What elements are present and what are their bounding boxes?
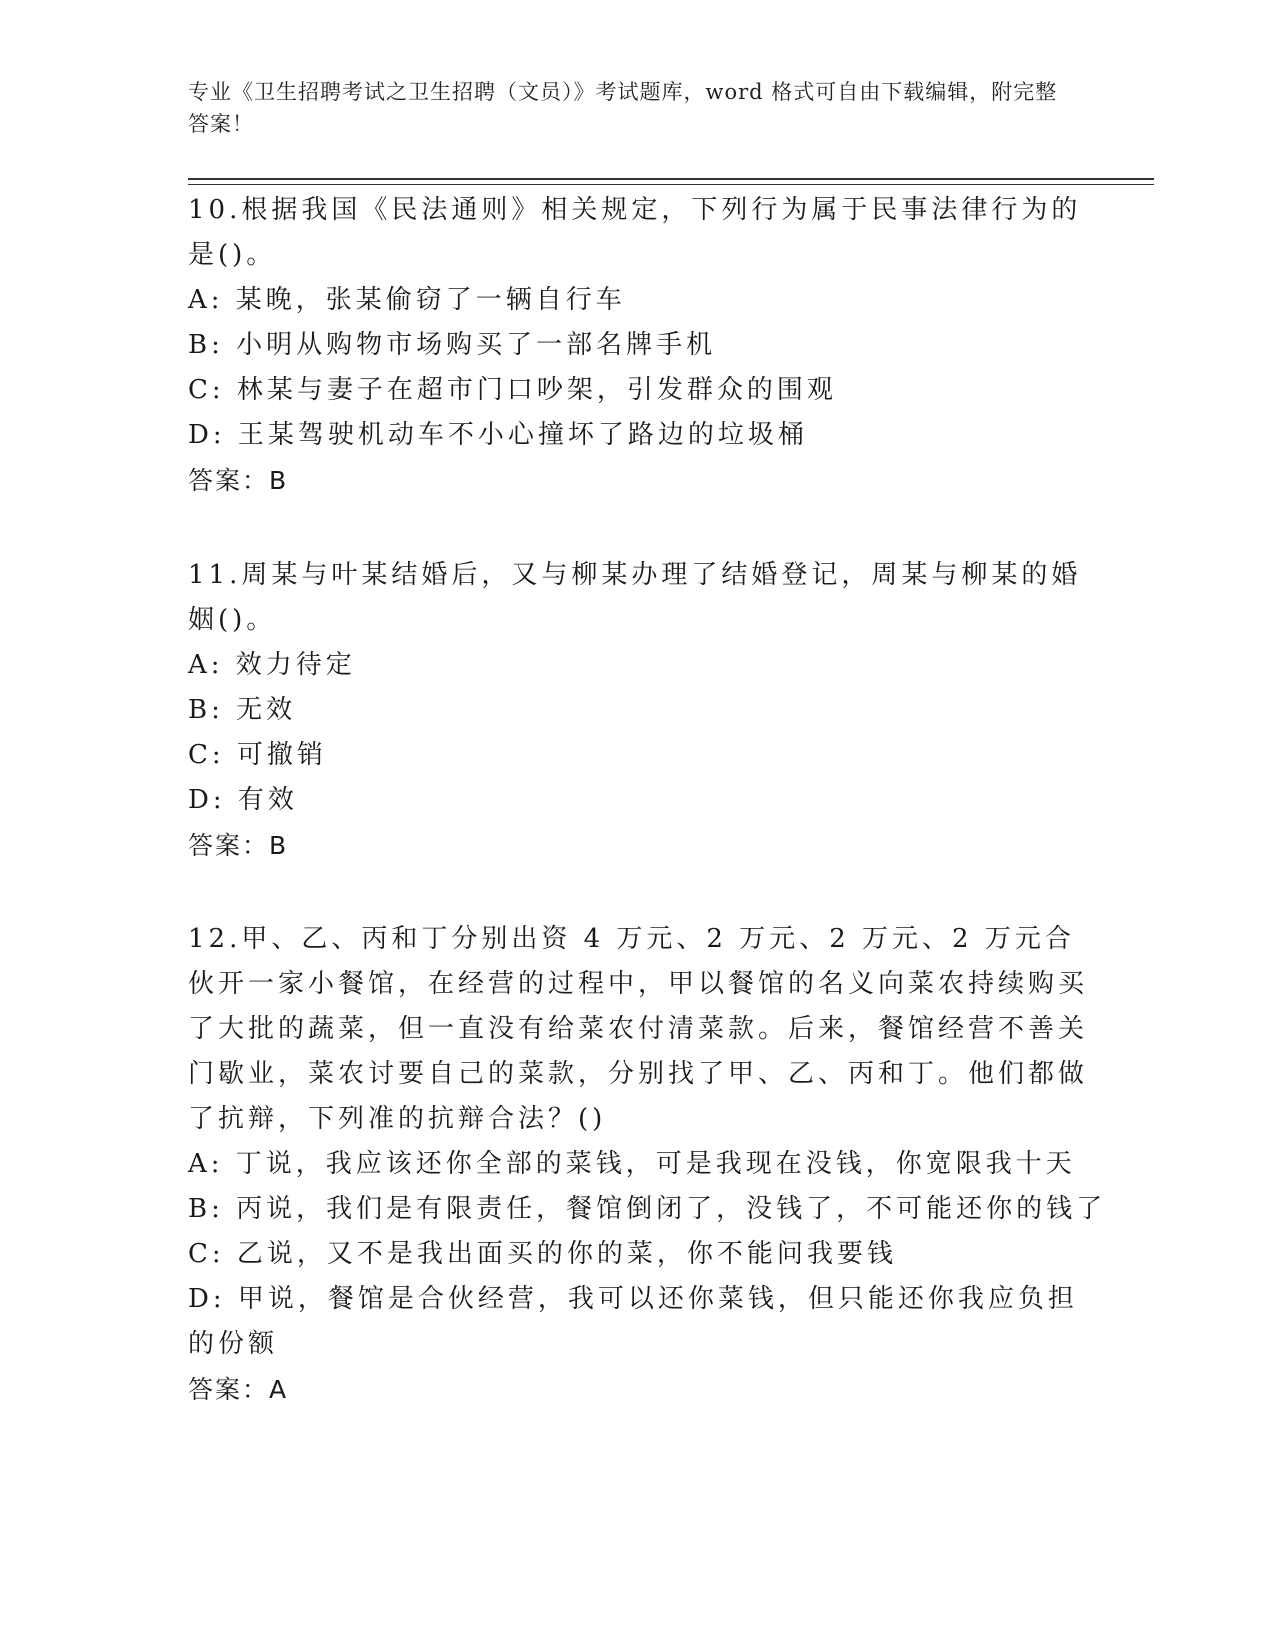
question-stem: 10.根据我国《民法通则》相关规定，下列行为属于民事法律行为的是()。 bbox=[188, 195, 1082, 270]
answer-line: 答案：A bbox=[188, 1375, 289, 1404]
option-a: A: 丁说，我应该还你全部的菜钱，可是我现在没钱，你宽限我十天 bbox=[188, 1149, 1076, 1179]
question-10 bbox=[188, 188, 1088, 503]
option-b: B: 小明从购物市场购买了一部名牌手机 bbox=[188, 330, 717, 360]
option-d: D: 甲说，餐馆是合伙经营，我可以还你菜钱，但只能还你我应负担的份额 bbox=[188, 1284, 1078, 1359]
document-header: 专业《卫生招聘考试之卫生招聘（文员）》考试题库，word 格式可自由下载编辑，附完整答案！ bbox=[188, 80, 1058, 136]
option-c: C: 乙说，又不是我出面买的你的菜，你不能问我要钱 bbox=[188, 1239, 897, 1269]
question-stem: 12.甲、乙、丙和丁分别出资 4 万元、2 万元、2 万元、2 万元合伙开一家小餐馆，在经营的过程中，甲以餐馆的名义向菜农持续购买了大批的蔬菜，但一直没有给菜农付清菜款。后来，餐馆经营不善关门歇业，菜农讨要自己的菜款，分别找了甲、乙、丙和丁。他们都做了抗辩，下列准的抗辩合法？() bbox=[188, 924, 1089, 1134]
question-stem: 11.周某与叶某结婚后，又与柳某办理了结婚登记，周某与柳某的婚姻()。 bbox=[188, 560, 1082, 635]
option-b: B: 丙说，我们是有限责任，餐馆倒闭了，没钱了，不可能还你的钱了 bbox=[188, 1194, 1107, 1224]
option-a: A: 某晚，张某偷窃了一辆自行车 bbox=[188, 285, 626, 315]
question-12 bbox=[188, 917, 1107, 1412]
header-divider-thin bbox=[188, 184, 1154, 185]
option-b: B: 无效 bbox=[188, 695, 297, 725]
option-d: D: 王某驾驶机动车不小心撞坏了路边的垃圾桶 bbox=[188, 420, 808, 450]
question-11 bbox=[188, 553, 1088, 868]
answer-line: 答案：B bbox=[188, 466, 289, 495]
option-d: D: 有效 bbox=[188, 785, 298, 815]
option-a: A: 效力待定 bbox=[188, 650, 356, 680]
answer-line: 答案：B bbox=[188, 831, 289, 860]
option-c: C: 林某与妻子在超市门口吵架，引发群众的围观 bbox=[188, 375, 837, 405]
option-c: C: 可撤销 bbox=[188, 740, 327, 770]
header-divider-thick bbox=[188, 178, 1154, 180]
